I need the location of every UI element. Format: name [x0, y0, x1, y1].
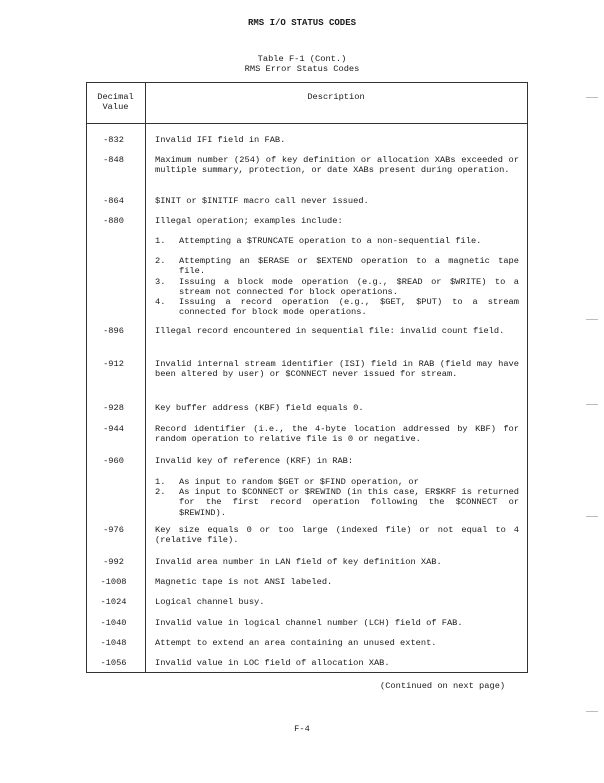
status-value: -880 [103, 216, 124, 226]
scan-mark [586, 516, 598, 517]
list-item [155, 236, 519, 246]
status-value: -960 [103, 456, 124, 466]
status-description: Invalid value in LOC field of allocation XAB. [155, 658, 390, 668]
list-item [155, 277, 519, 298]
status-description: Invalid key of reference (KRF) in RAB: [155, 456, 354, 466]
list-text: Attempting a $TRUNCATE operation to a non-sequential file. [179, 236, 482, 246]
header-divider [86, 123, 527, 124]
status-value: -848 [103, 155, 124, 165]
list-item [155, 477, 519, 487]
status-value: -896 [103, 326, 124, 336]
list-item [155, 487, 519, 518]
status-value: -912 [103, 359, 124, 369]
status-value: -1040 [100, 618, 127, 628]
scan-mark [586, 319, 598, 320]
status-description: Logical channel busy. [155, 597, 265, 607]
status-description: Attempt to extend an area containing an unused extent. [155, 638, 437, 648]
status-description: Invalid internal stream identifier (ISI) field in RAB (field may have been altered by user) or $CONNECT never issued for stream. [155, 359, 519, 380]
status-value: -1008 [100, 577, 127, 587]
status-description: Invalid area number in LAN field of key definition XAB. [155, 557, 442, 567]
status-description: Key buffer address (KBF) field equals 0. [155, 403, 364, 413]
scan-mark [586, 404, 598, 405]
status-description: Illegal record encountered in sequential file: invalid count field. [155, 326, 505, 336]
list-item [155, 256, 519, 277]
list-number: 3. [155, 277, 166, 287]
status-value: -1048 [100, 638, 127, 648]
page-header: RMS I/O STATUS CODES [247, 18, 357, 28]
table-caption-title: RMS Error Status Codes [244, 64, 360, 74]
scan-mark [586, 711, 598, 712]
status-value: -944 [103, 424, 124, 434]
column-header-value: Decimal Value [97, 92, 134, 113]
status-description: Maximum number (254) of key definition or allocation XABs exceeded or multiple summary, protection, or date XABs present during operation. [155, 155, 519, 176]
status-value: -1056 [100, 658, 127, 668]
list-number: 4. [155, 297, 166, 307]
list-text: As input to random $GET or $FIND operation, or [179, 477, 419, 487]
page-number: F-4 [294, 724, 310, 734]
list-text: Issuing a record operation (e.g., $GET, $PUT) to a stream connected for block mode operations. [179, 297, 519, 318]
status-description: Key size equals 0 or too large (indexed file) or not equal to 4 (relative file). [155, 525, 519, 546]
list-text: Issuing a block mode operation (e.g., $READ or $WRITE) to a stream not connected for block operations. [179, 277, 519, 298]
status-value: -864 [103, 196, 124, 206]
column-divider [145, 82, 146, 672]
status-description: Invalid IFI field in FAB. [155, 135, 286, 145]
status-value: -928 [103, 403, 124, 413]
status-value: -1024 [100, 597, 127, 607]
list-number: 1. [155, 236, 166, 246]
list-number: 2. [155, 487, 166, 497]
status-description: Record identifier (i.e., the 4-byte location addressed by KBF) for random operation to relative file is 0 or negative. [155, 424, 519, 445]
list-item [155, 297, 519, 318]
continued-note: (Continued on next page) [380, 681, 506, 691]
status-value: -976 [103, 525, 124, 535]
list-text: As input to $CONNECT or $REWIND (in this case, ER$KRF is returned for the first record operation following the $CONNECT or $REWIND). [179, 487, 519, 518]
table-caption-number: Table F-1 (Cont.) [257, 54, 347, 64]
column-header-description: Description [307, 92, 365, 102]
list-number: 2. [155, 256, 166, 266]
status-value: -992 [103, 557, 124, 567]
list-text: Attempting an $ERASE or $EXTEND operation to a magnetic tape file. [179, 256, 519, 277]
status-description: Illegal operation; examples include: [155, 216, 343, 226]
status-description: Invalid value in logical channel number (LCH) field of FAB. [155, 618, 463, 628]
status-description: $INIT or $INITIF macro call never issued. [155, 196, 369, 206]
scan-mark [586, 97, 598, 98]
status-value: -832 [103, 135, 124, 145]
list-number: 1. [155, 477, 166, 487]
status-description: Magnetic tape is not ANSI labeled. [155, 577, 333, 587]
